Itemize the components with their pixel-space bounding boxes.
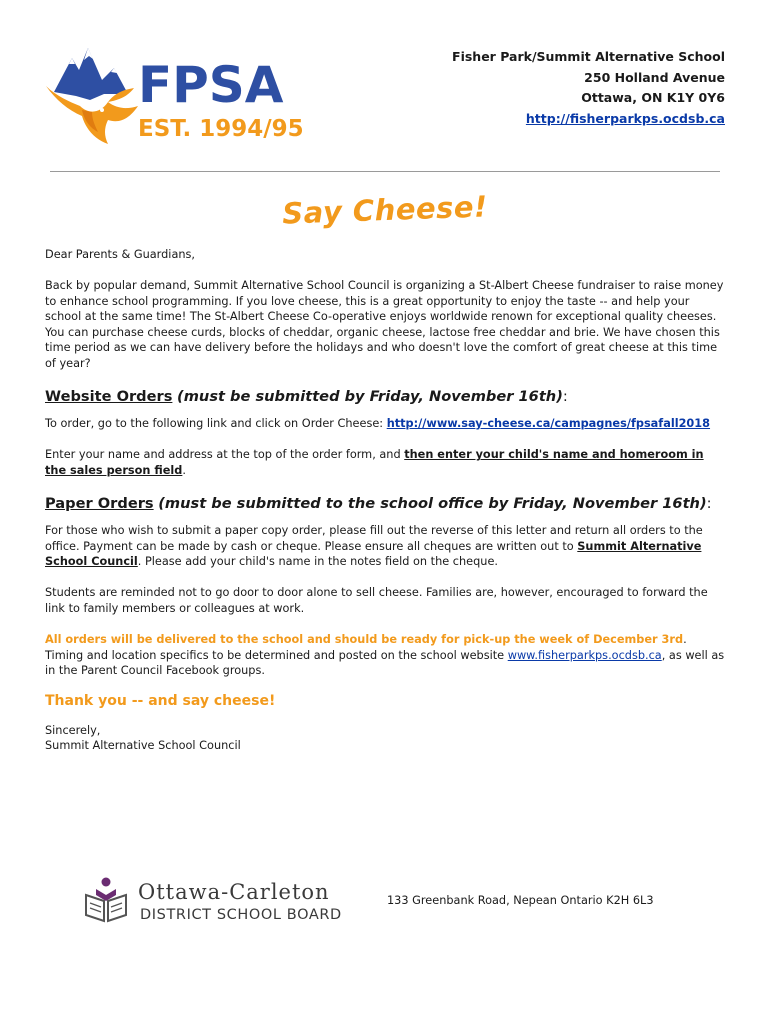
delivery-paragraph: All orders will be delivered to the school and should be ready for pick-up the week of December 3rd. Timing and location specifics to be determined and posted on the school website www.fisherparkps.ocdsb.ca, as well as in the Parent Council Facebook groups.	[45, 632, 725, 678]
letter-body	[45, 247, 725, 754]
school-website-link[interactable]: www.fisherparkps.ocdsb.ca	[507, 648, 662, 662]
school-address	[452, 47, 725, 129]
ocdsb-line1: Ottawa-Carleton	[138, 880, 330, 904]
paper-instructions: For those who wish to submit a paper copy order, please fill out the reverse of this letter and return all orders to the office. Payment can be made by cash or cheque. Please ensure all cheques are written out to Summit Alternative School Council. Please add your child's name in the notes field on the cheque.	[45, 523, 703, 569]
page-title: Say Cheese!	[281, 189, 489, 231]
school-city: Ottawa, ON K1Y 0Y6	[581, 90, 725, 106]
school-name: Fisher Park/Summit Alternative School	[452, 49, 725, 64]
closing: Sincerely,	[45, 723, 101, 737]
students-reminder: Students are reminded not to go door to door alone to sell cheese. Families are, however, encouraged to forward the link to family members or colleagues at work.	[45, 586, 708, 615]
ocdsb-logo	[84, 873, 374, 925]
logo-est: EST. 1994/95	[138, 116, 304, 142]
logo-name: FPSA	[138, 56, 284, 114]
signature: Summit Alternative School Council	[45, 739, 241, 753]
order-link[interactable]: http://www.say-cheese.ca/campagnes/fpsafall2018	[386, 417, 711, 431]
website-orders-heading: Website Orders (must be submitted by Friday, November 16th):	[45, 388, 568, 406]
greeting: Dear Parents & Guardians,	[45, 248, 195, 261]
website-instructions-2: Enter your name and address at the top of the order form, and then enter your child's name and homeroom in the sales person field.	[45, 448, 704, 477]
website-instructions: To order, go to the following link and click on Order Cheese: http://www.say-cheese.ca/campagnes/fpsafall2018	[45, 417, 711, 431]
thanks-line: Thank you -- and say cheese!	[45, 693, 276, 710]
fpsa-logo	[42, 40, 304, 152]
school-street: 250 Holland Avenue	[584, 69, 725, 85]
intro-paragraph: Back by popular demand, Summit Alternative School Council is organizing a St-Albert Cheese fundraiser to raise money to enhance school programming. If you love cheese, this is a great opportunity to enjoy the taste -- and help your school at the same time! The St-Albert Cheese Co-operative enjoys worldwide renown for exceptional quality cheeses. You can purchase cheese curds, blocks of cheddar, organic cheese, lactose free cheddar and brie. We have chosen this time period as we can have delivery before the holidays and who doesn't love the comfort of great cheese at this time of year?	[45, 279, 724, 371]
board-address: 133 Greenbank Road, Nepean Ontario K2H 6L3	[387, 894, 654, 907]
school-url-link[interactable]: http://fisherparkps.ocdsb.ca	[525, 110, 725, 126]
header-divider	[50, 171, 720, 172]
paper-orders-heading: Paper Orders (must be submitted to the school office by Friday, November 16th):	[45, 494, 712, 512]
ocdsb-line2: District School Board	[140, 907, 342, 923]
